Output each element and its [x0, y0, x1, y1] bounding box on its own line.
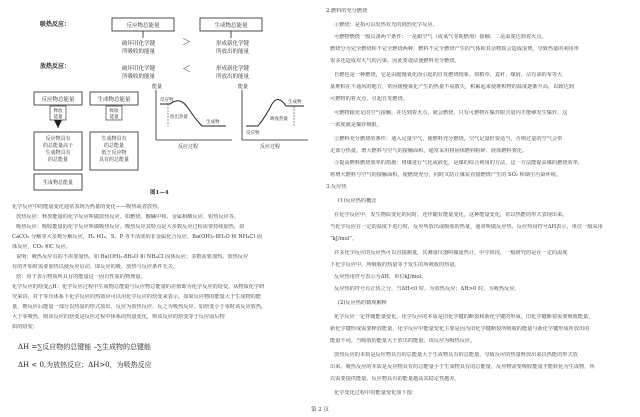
break-bond-line1: 破坏旧化学键: [122, 41, 156, 47]
left-paragraph-12: 大于零吸热，则该反应的焓变是反应过程中体系的热量变化，则该反应的焓变等于反应前后物: [12, 314, 225, 320]
left-paragraph-2: 放热反应：释放能量的化学反应叫做放热反应。如燃烧、酸碱中和、金属和酸反应、铝热反应等。: [16, 214, 240, 220]
right-line-13: ③提高燃料燃烧效率的措施：将煤进行气化或液化，是煤的综合利用的方法，这一方法能提高煤的燃烧效率，: [334, 160, 584, 166]
svg-text:释放: 释放: [53, 109, 63, 114]
endothermic-label: 吸热反应：: [40, 21, 71, 28]
reaction-process-2: 反应过程: [260, 144, 281, 150]
page-number: 第 2 页: [311, 407, 329, 413]
right-line-31: 化学变化过程中的能量变化如下图：: [334, 390, 418, 396]
break-bond-line2: 所吸收的能量: [122, 49, 156, 55]
right-line-18: 当化学反应在一定的温度下进行时，反应所放出或吸收的热量，通常叫做反应热。反应热用符号ΔH表示，单位一般采用: [330, 224, 603, 230]
enthalpy-condition: ΔH < 0,为放热反应；ΔH>0，为吸热反应: [18, 361, 152, 369]
reactants-label-2: 反应物: [246, 131, 260, 136]
svg-text:的总能量高于: 的总能量高于: [42, 143, 74, 149]
right-line-30: 以需要提供能量。反应物具有的能量越高其稳定性越差。: [330, 376, 460, 382]
left-paragraph-5: 体反应，CO₂ 和C 反应。: [12, 244, 72, 250]
figure-caption: 图1—4: [150, 190, 169, 196]
form-bond-line1: 形成新化学键: [216, 41, 250, 47]
right-line-29: 出来。吸热反应的本质是反应物具有的总能量小于生成物具有的总能量，反应物需要吸收能量才能转化为生成物，所: [330, 364, 595, 370]
right-line-24: (2)反应热的微观解释: [338, 300, 387, 306]
right-line-10: 一浓度就是爆炸极限。: [330, 122, 382, 128]
right-line-4: 燃烧分为完全燃烧和不完全燃烧两种，燃料不完全燃烧产生的气体和其余物质会造成浪费，导致热量的利用率: [330, 46, 580, 52]
right-line-21: 下化学反应中，所吸收的热量等于发生的所吸收的热量。: [330, 262, 460, 268]
svg-text:的总能量: 的总能量: [47, 157, 69, 163]
left-paragraph-10: 究来讲，对于等压体系下化学反应的热效应可以用化学反应的焓变来表示，如果反应物的能量大于生成物的能: [12, 294, 262, 300]
right-line-25: 化学反应一定伴随能量变化，化学反应的本质是旧化学键的断裂和新化学键的形成。旧化学键断裂需要吸收能量，: [334, 314, 594, 320]
svg-text:＜: ＜: [182, 65, 192, 75]
right-line-19: “kJ/mol”。: [330, 236, 358, 242]
absorb-heat-label: 吸收热量: [270, 117, 288, 122]
product-energy-text-top: 生成物总能量: [214, 23, 248, 29]
right-line-9: 可燃物跟充足的空气接触，并达到着火点，就会燃烧。只有可燃物在爆炸限含量内才能够发生爆炸，这: [334, 110, 568, 116]
right-line-22: 反应热用符号表示为ΔH，单位kJ/mol。: [334, 274, 427, 280]
left-paragraph-6: 说明：吸热反应有的不需要加热，如 Ba(OH)₂·8H₂O 和 NH₄Cl 固体反应；多数需要加热。放热反应: [16, 254, 249, 260]
right-line-2: ①燃烧：是指可以发热发光的剧烈化学反应。: [334, 22, 438, 28]
svg-text:的总能量: 的总能量: [103, 143, 125, 149]
left-paragraph-11: 量，则反应后能量一部分以热量的形式放出，反应为放热反应，反之为吸热反应。如焓变小于零时该反应放热，: [12, 304, 267, 310]
left-paragraph-13: 质的焓变：: [12, 324, 38, 330]
enthalpy-equation: ΔH =∑反应物的总键能 –∑生成物的总键能: [18, 343, 151, 351]
right-line-15: 3.反应热: [326, 184, 347, 190]
svg-text:所吸收的能量: 所吸收的能量: [122, 74, 156, 80]
right-line-12: 走部分热量。增大燃料与空气的接触面积，通常采用将固体燃料粉碎、液体燃料雾化。: [330, 148, 528, 154]
left-paragraph-8: 焓：用于表示物质所具有的能量这一固有性质的物理量。: [16, 274, 146, 280]
energy-axis-2: 能量: [238, 84, 249, 90]
right-line-14: 将增大燃料与空气的接触面积，使燃烧充分，同时又防止煤炭直接燃烧产生的 SO₂ 和烟尘污染环境。: [330, 172, 562, 178]
energy-axis-1: 能量: [152, 84, 163, 90]
products-label-2: 生成物: [288, 100, 302, 105]
right-line-6: 自燃也是一种燃烧，它是由缓慢氧化而引起的自发燃烧现象。如稻草、麦秆、煤屑、沾有油的布等大: [334, 72, 563, 78]
svg-text:破坏旧化学键: 破坏旧化学键: [122, 66, 156, 72]
svg-text:＞: ＞: [182, 38, 192, 48]
right-line-23: 反应热的符号有正负之分，当ΔH<0 时，为放热反应；ΔH>0 时，为吸热反应。: [334, 286, 520, 292]
right-line-11: ②燃料充分燃烧的条件：通入足量空气，使燃料充分燃烧。空气足量但要适当，否则过量的空气会带: [334, 136, 563, 142]
svg-text:形成新化学键: 形成新化学键: [216, 66, 250, 72]
svg-text:能量: 能量: [53, 115, 63, 120]
energy-diagram-figure: [20, 8, 310, 196]
left-paragraph-3: 吸热反应：吸收能量的化学反应叫做吸热反应。吸热反应其特点是大多数反应过程需要持续加热，如: [16, 224, 245, 230]
left-paragraph-1: 化学反应中的能量变化通常表现为热量的变化——吸热或者放热。: [12, 204, 163, 210]
exothermic-label: 放热反应：: [40, 63, 71, 70]
reactant-energy-text-top: 反应物总能量: [126, 23, 160, 29]
right-line-16: (1)反应热的概念: [338, 198, 377, 204]
reactants-label-1: 反应物: [160, 98, 174, 103]
right-line-7: 量堆积在不通风的地方，常因缓慢氧化产生的热量不易散失，积累起来使堆积物的温度逐渐升高，以致达到: [330, 84, 574, 90]
reaction-process-1: 反应过程: [178, 144, 199, 150]
right-line-3: 可燃物燃烧一般具备两个条件：一是跟空气（或氧气等助燃剂）接触；二是温度达到着火点。: [334, 34, 547, 40]
form-bond-line2: 所放出的能量: [216, 49, 250, 55]
right-line-26: 新化学键形成需要释放能量，化学反应中能量变化主要是因为旧化学键断裂所吸收的能量与新化学键形成所放出的: [330, 326, 590, 332]
right-line-28: 放热反应的本质是反应物具有的总能量大于生成物具有的总能量，导致反应的热量释放出来以热能的形式放: [334, 352, 578, 358]
svg-text:生成物总能量: 生成物总能量: [42, 180, 74, 186]
left-paragraph-7: 有的开始时需要加热以使反应启动。即反应的吸、放热与反应条件无关。: [12, 264, 179, 270]
svg-text:具有的总能量: 具有的总能量: [98, 157, 130, 163]
right-line-8: 可燃物的着火点，引起自发燃烧。: [330, 96, 408, 102]
products-label-1: 生成物: [206, 120, 220, 125]
right-line-20: 许多化学反应的反应热可以直接测量，其测量仪器叫做量热计。中学阶段，一般研究的是在一定的温度: [334, 250, 568, 256]
right-line-1: 2.燃料的充分燃烧: [326, 8, 368, 14]
svg-text:吸收: 吸收: [109, 109, 119, 114]
svg-text:生成物具有: 生成物具有: [45, 150, 71, 156]
right-line-5: 很多还造成对大气的污染。因此要设法使燃料充分燃烧。: [330, 58, 460, 64]
mid-product-energy: 生成物总能量: [97, 97, 131, 103]
svg-text:反应物具有: 反应物具有: [45, 136, 71, 142]
svg-text:低于反应物: 低于反应物: [101, 150, 127, 156]
right-line-17: 在化学反应中，发生物质变化的同时，还伴随有能量变化，这种能量变化，常以热能的形式表现出来。: [334, 212, 568, 218]
right-line-27: 能量不同。当吸收的能量大于放出的能量，该反应为吸热反应。: [330, 338, 476, 344]
left-paragraph-9: 化学反应的焓变△H：化学反应过程中生成物总能量与反应物总能量的差值即为化学反应的焓变。从物质化学研: [12, 284, 265, 290]
left-paragraph-4: CaCO₃ 分解等大多数分解反应，H₂ 和I₂、S、P 等不活泼的非金属化合反应，Ba(OH)₂·8H₂O 和 NH₄Cl 固: [12, 234, 262, 240]
release-heat-label: 放出热量: [170, 115, 188, 120]
svg-text:所放出的能量: 所放出的能量: [216, 74, 250, 80]
svg-text:能量: 能量: [109, 115, 119, 120]
mid-reactant-energy: 反应物总能量: [41, 97, 75, 103]
svg-text:生成物具有: 生成物具有: [101, 136, 127, 142]
